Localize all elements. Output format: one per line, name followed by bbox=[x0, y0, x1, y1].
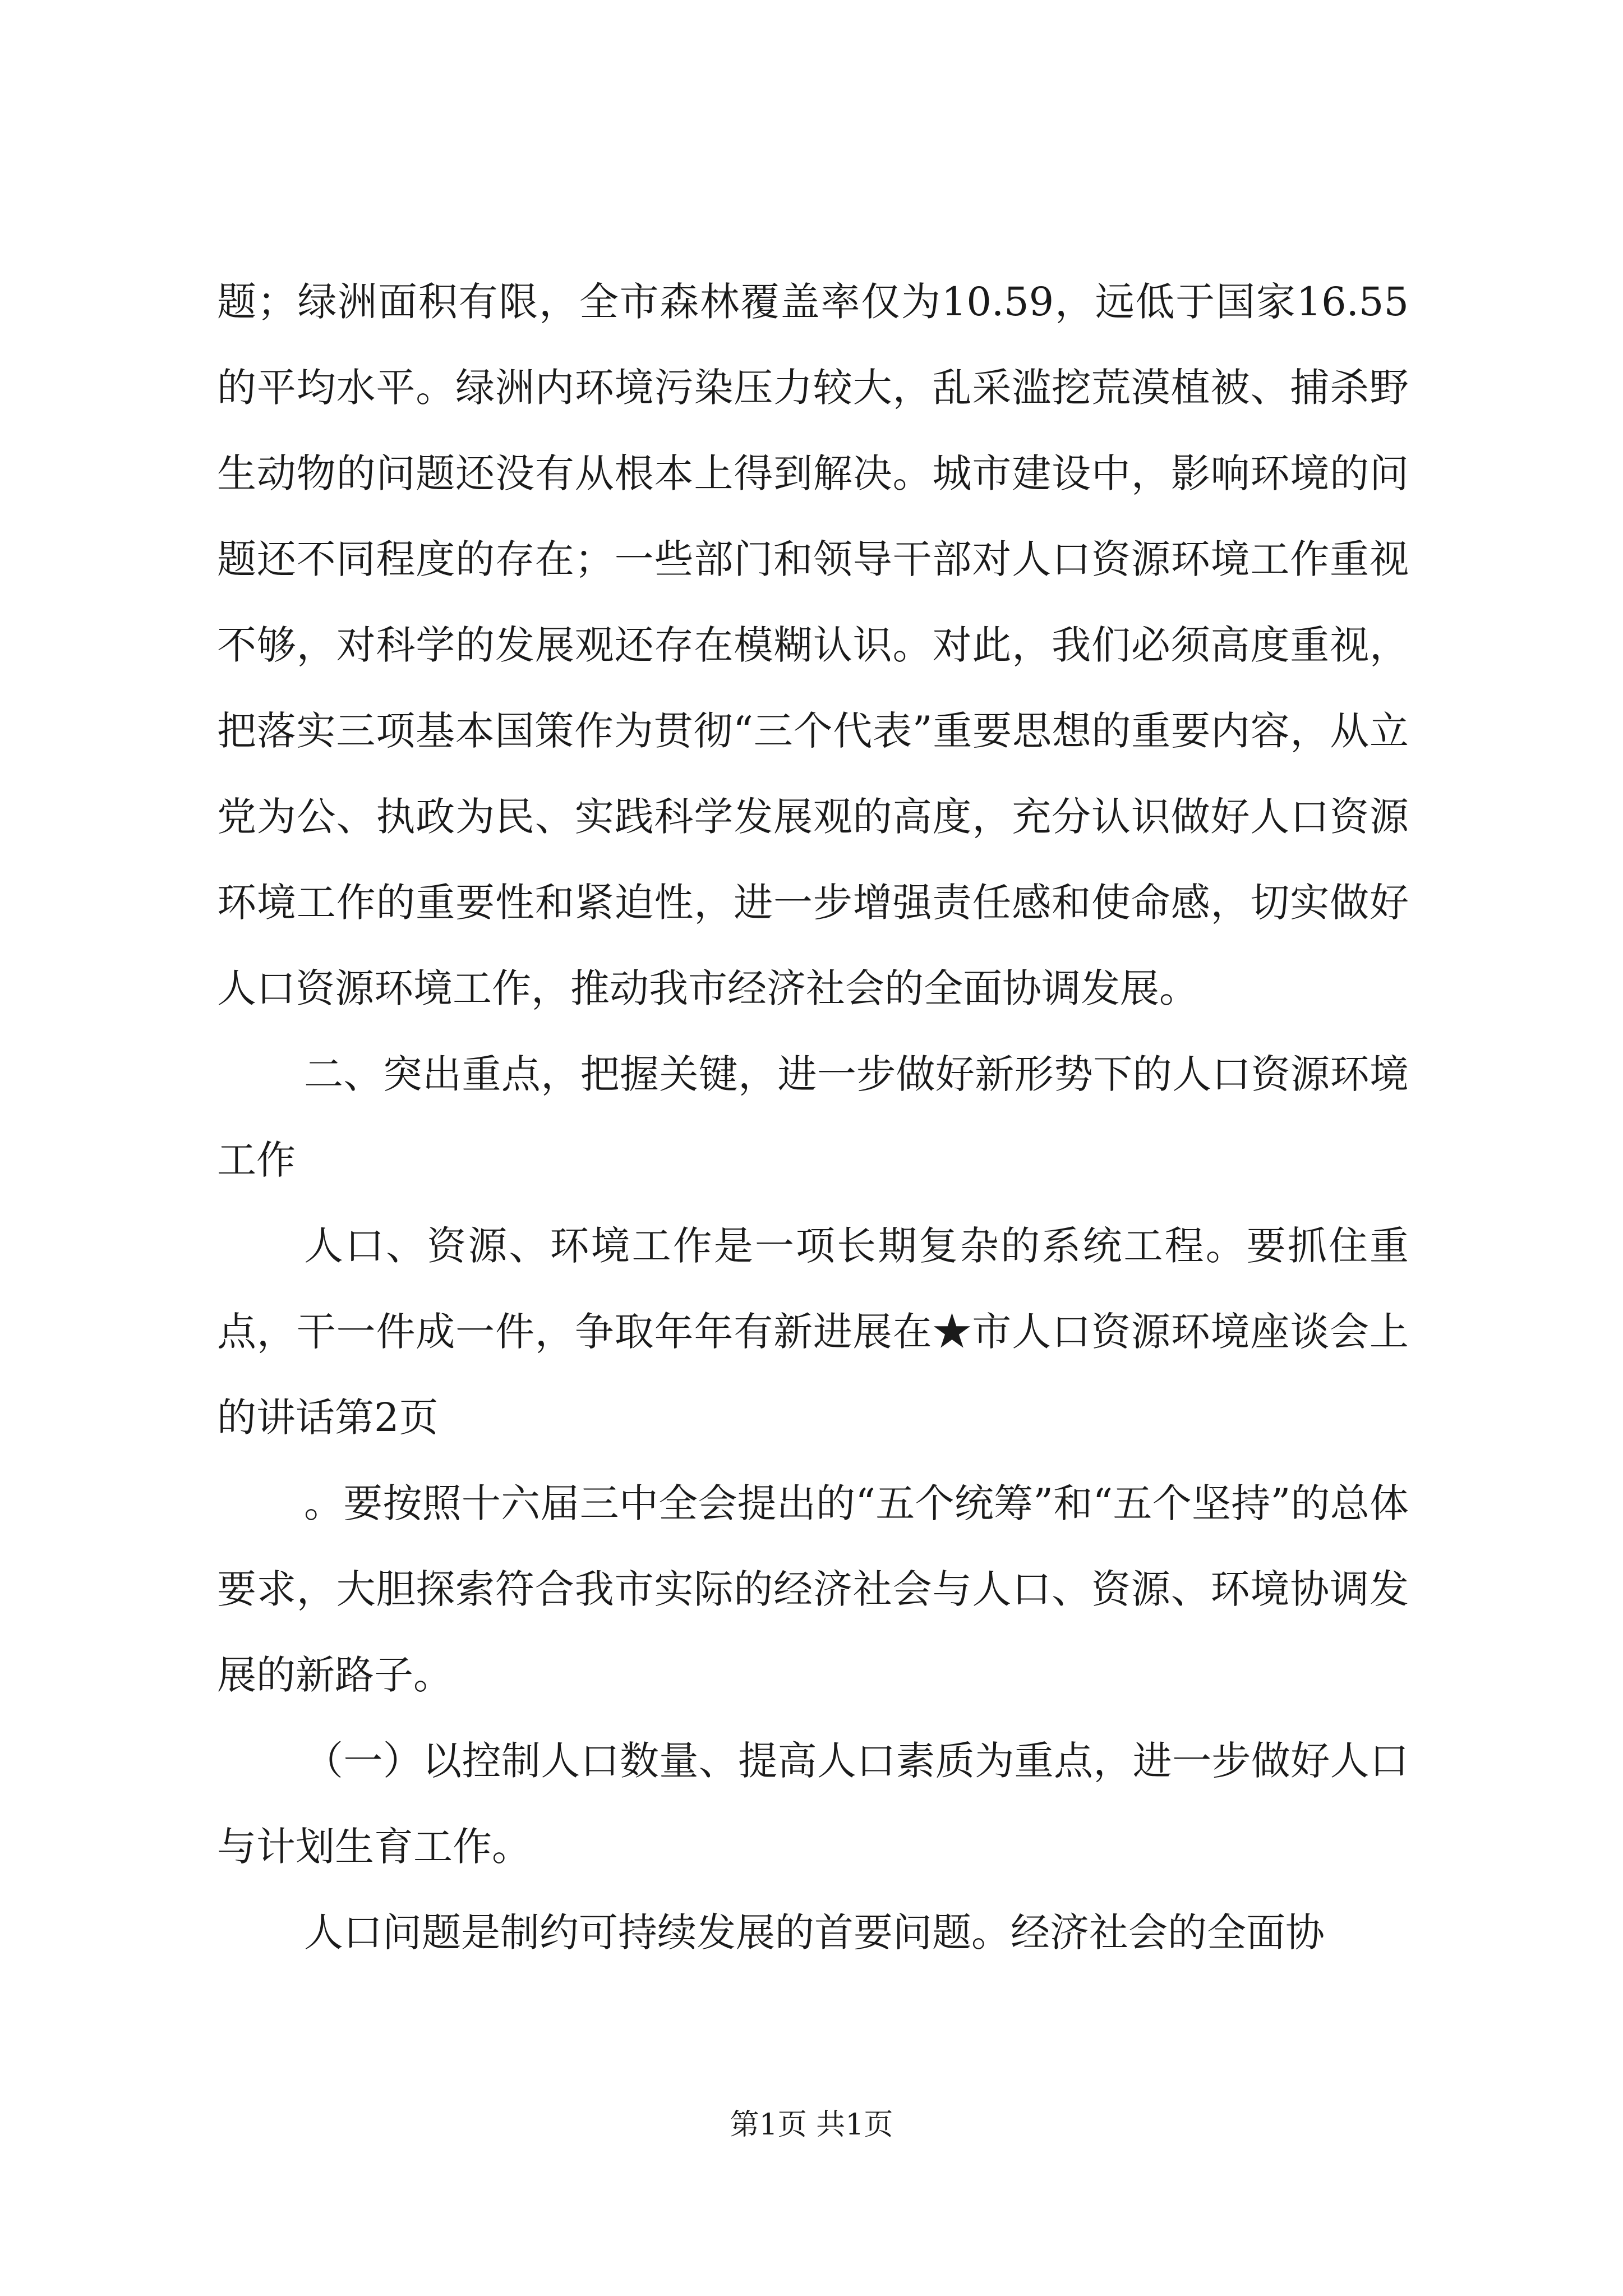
paragraph: 。要按照十六届三中全会提出的“五个统筹”和“五个坚持”的总体要求，大胆探索符合我市实际的经济社会与人口、资源、环境协调发展的新路子。 bbox=[217, 1480, 1409, 1698]
section-heading: 二、突出重点，把握关键，进一步做好新形势下的人口资源环境工作 bbox=[217, 1051, 1409, 1183]
paragraph-continued: 题；绿洲面积有限，全市森林覆盖率仅为10.59，远低于国家16.55的平均水平。绿洲内环境污染压力较大，乱采滥挖荒漠植被、捕杀野生动物的问题还没有从根本上得到解决。城市建设中，影响环境的问题还不同程度的存在；一些部门和领导干部对人口资源环境工作重视不够，对科学的发展观还存在模糊认识。对此，我们必须高度重视，把落实三项基本国策作为贯彻“三个代表”重要思想的重要内容，从立党为公、执政为民、实践科学发展观的高度，充分认识做好人口资源环境工作的重要性和紧迫性，进一步增强责任感和使命感，切实做好人口资源环境工作，推动我市经济社会的全面协调发展。 bbox=[217, 279, 1409, 1011]
subsection-heading: （一）以控制人口数量、提高人口素质为重点，进一步做好人口与计划生育工作。 bbox=[217, 1738, 1409, 1870]
body-text bbox=[217, 259, 1409, 1976]
page-footer: 第1页 共1页 bbox=[730, 2108, 893, 2142]
paragraph: 人口、资源、环境工作是一项长期复杂的系统工程。要抓住重点，干一件成一件，争取年年有新进展在★市人口资源环境座谈会上的讲话第2页 bbox=[217, 1223, 1409, 1441]
paragraph: 人口问题是制约可持续发展的首要问题。经济社会的全面协 bbox=[304, 1910, 1325, 1955]
